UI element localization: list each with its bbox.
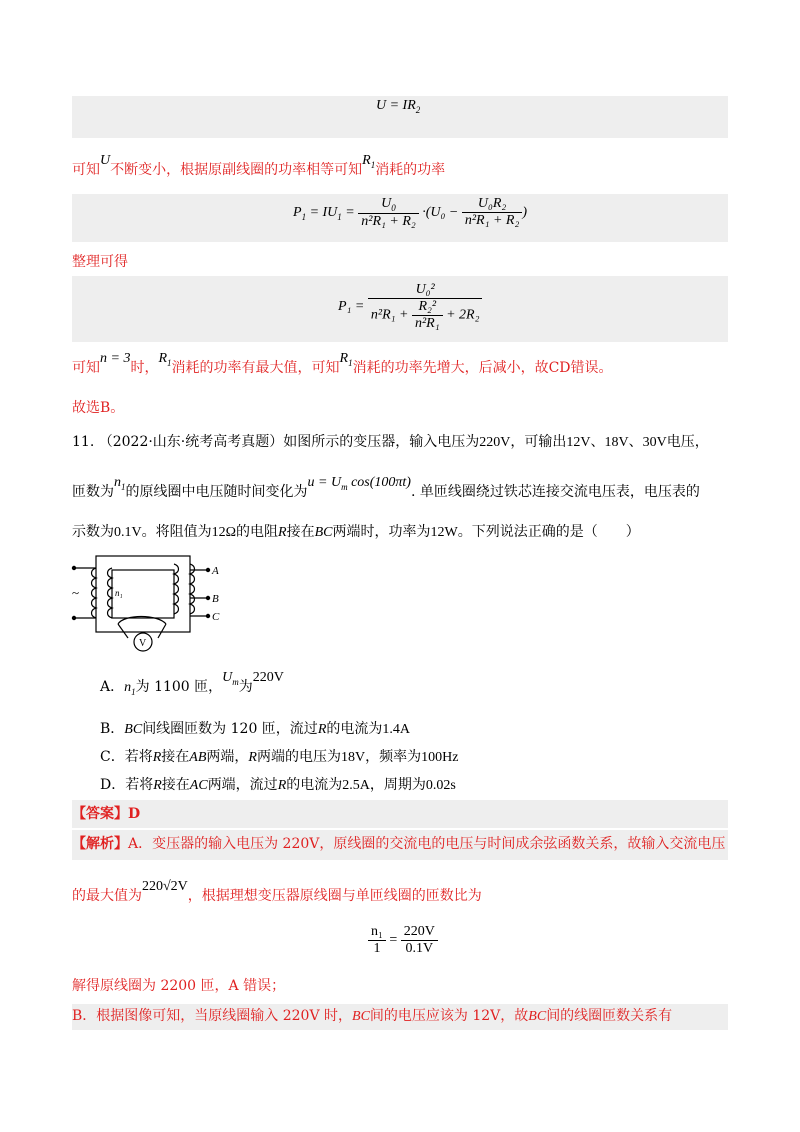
question-line-2: 匝数为$n_1$的原线圈中电压随时间变化为$u = U_m$ cos(100πt). 单匝线圈绕过铁芯连接交流电压表，电压表的: [72, 475, 700, 500]
transformer-diagram: [68, 550, 238, 662]
explanation-line-2: 的最大值为220√2V，根据理想变压器原线圈与单匝线圈的匝数比为: [72, 879, 482, 904]
ac-source-label: ~: [72, 585, 80, 600]
option-a[interactable]: A．$n_1$为 1100 匝，$U_m$为220V: [100, 670, 284, 697]
formula-u-ir2: $U = IR_2$: [376, 98, 421, 115]
terminal-a-label: A: [212, 565, 219, 577]
formula-p1-expanded: $P_1 = IU_1$ = $\frac{U_0}{\text{n²R₁ + R₂}}$ ·(U₀ − $\frac{\text{U₀R₂}}{\text{n²R₁ + R₂}}$ ): [293, 196, 527, 229]
explanation-line-4: B．根据图像可知，当原线圈输入 220V 时，BC间的电压应该为 12V，故BC间的线圈匝数关系有: [72, 1008, 673, 1024]
formula-p1-simplified: P₁ = U₀² n²R₁ + $\frac{\text{R₂²}}{\text{n²R₁}}$ + 2R₂: [338, 282, 482, 332]
conclusion-text: 故选B。: [72, 400, 125, 416]
question-line-1: 11. （2022·山东·统考高考真题）如图所示的变压器，输入电压为220V，可输出12V、18V、30V电压，: [72, 434, 709, 450]
answer-text: 【答案】D: [72, 806, 141, 822]
terminal-b-label: B: [212, 593, 219, 605]
question-line-3: 示数为0.1V。将阻值为12Ω的电阻R接在BC两端时，功率为12W。下列说法正确的是（ ）: [72, 524, 640, 540]
text-line-3: 可知n = 3时，$R_1$消耗的功率有最大值，可知$R_1$消耗的功率先增大，后减小，故CD错误。: [72, 351, 613, 376]
answer-box: [72, 800, 728, 828]
option-c[interactable]: C．若将R接在AB两端，R两端的电压为18V，频率为100Hz: [100, 749, 459, 765]
explanation-line-1: 【解析】A．变压器的输入电压为 220V，原线圈的交流电的电压与时间成余弦函数关系，故输入交流电压: [72, 836, 726, 852]
option-d[interactable]: D．若将R接在AC两端，流过R的电流为2.5A，周期为0.02s: [100, 777, 456, 793]
n1-label: n₁: [115, 588, 123, 598]
formula-turns-ratio: $\frac{\text{n₁}}{1}$ = $\frac{220V}{0.1V}$: [368, 924, 438, 957]
terminal-c-label: C: [212, 611, 220, 623]
text-line-2: 整理可得: [72, 254, 128, 270]
text-line-1: 可知U不断变小，根据原副线圈的功率相等可知$R_1$消耗的功率: [72, 153, 446, 178]
voltmeter-label: V: [139, 638, 147, 649]
explanation-line-3: 解得原线圈为 2200 匝，A 错误；: [72, 978, 286, 994]
option-b[interactable]: B．BC间线圈匝数为 120 匝，流过R的电流为1.4A: [100, 721, 410, 737]
